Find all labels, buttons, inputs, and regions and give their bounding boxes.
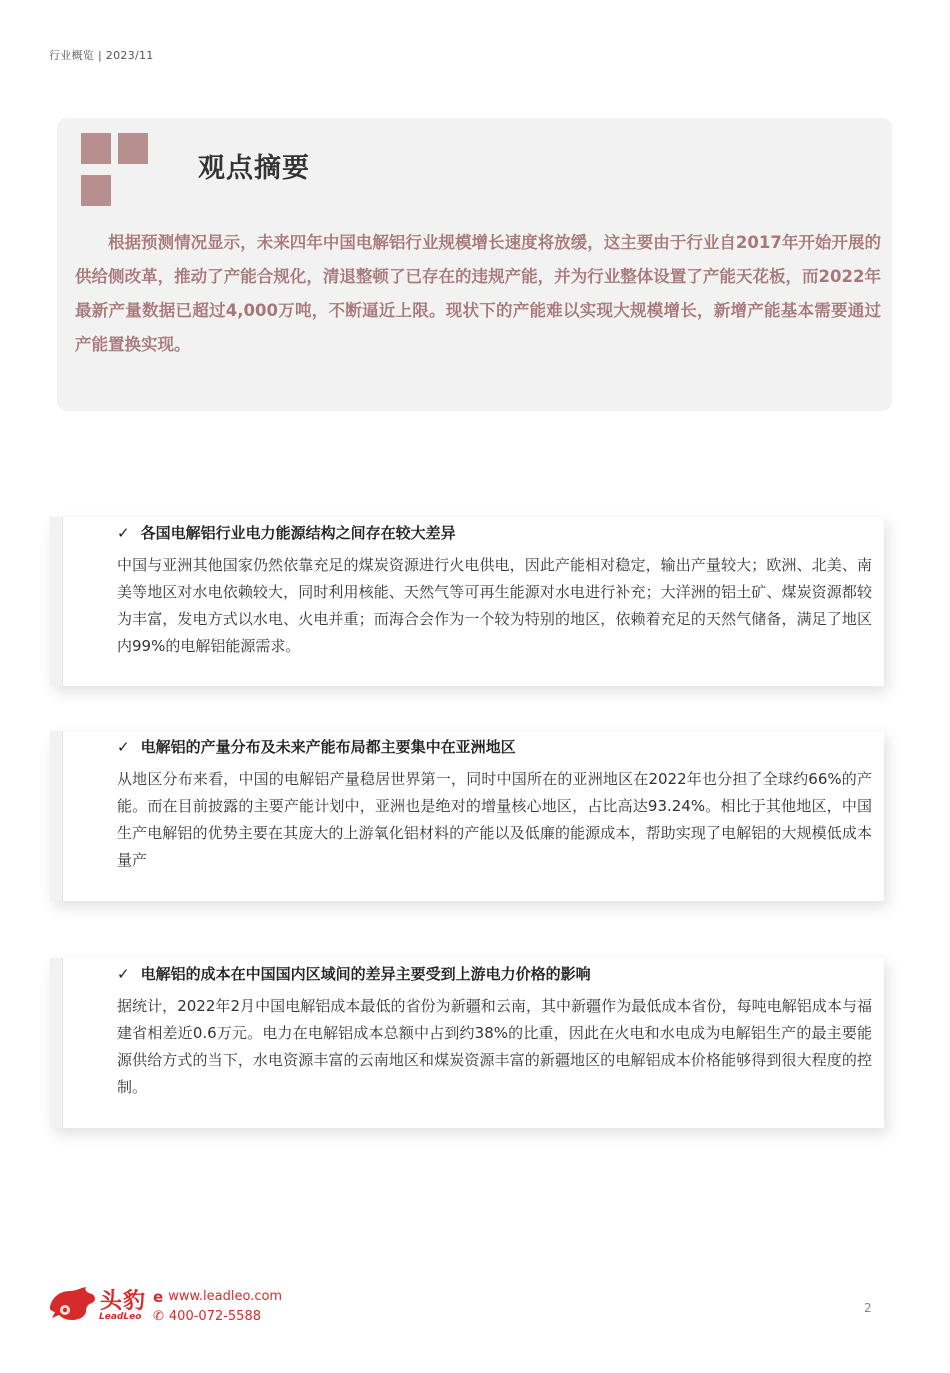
page-number: 2: [864, 1301, 872, 1315]
insight-card: [50, 958, 884, 1128]
card-body: 中国与亚洲其他国家仍然依靠充足的煤炭资源进行火电供电，因此产能相对稳定，输出产量较大；欧洲、北美、南美等地区对水电依赖较大，同时利用核能、天然气等可再生能源对水电进行补充；大洋洲的铝土矿、煤炭资源都较为丰富，发电方式以水电、火电并重；而海合会作为一个较为特别的地区，依赖着充足的天然气储备，满足了地区内99%的电解铝能源需求。: [117, 556, 872, 655]
card-heading-text: 电解铝的产量分布及未来产能布局都主要集中在亚洲地区: [140, 738, 516, 756]
card-side-bar: [50, 731, 62, 901]
header-label: 行业概览 | 2023/11: [49, 49, 154, 62]
card-heading-text: 电解铝的成本在中国国内区域间的差异主要受到上游电力价格的影响: [140, 965, 591, 983]
contact-info: [153, 1287, 282, 1327]
card-body: 据统计，2022年2月中国电解铝成本最低的省份为新疆和云南，其中新疆作为最低成本省份，每吨电解铝成本与福建省相差近0.6万元。电力在电解铝成本总额中占到约38%的比重，因此在火电和水电成为电解铝生产的最主要能源供给方式的当下，水电资源丰富的云南地区和煤炭资源丰富的新疆地区的电解铝成本价格能够得到很大程度的控制。: [117, 997, 872, 1096]
phone-icon: ✆: [153, 1309, 164, 1324]
leopard-logo-icon: [46, 1285, 98, 1323]
card-side-bar: [50, 958, 62, 1128]
logo-text: 头豹: [100, 1289, 147, 1314]
card-heading: [117, 963, 591, 984]
decor-square: [118, 133, 148, 164]
phone-number: 400-072-5588: [168, 1309, 261, 1324]
card-heading: [117, 522, 456, 543]
summary-title: 观点摘要: [198, 153, 310, 184]
logo-subtext: LeadLeo: [99, 1312, 142, 1322]
check-icon: ✓: [117, 738, 130, 756]
website-row: [153, 1287, 282, 1307]
card-heading-text: 各国电解铝行业电力能源结构之间存在较大差异: [140, 524, 456, 542]
card-heading: [117, 736, 516, 757]
decor-square: [81, 133, 111, 164]
summary-box: [57, 118, 892, 411]
insight-card: [50, 517, 884, 686]
insight-card: [50, 731, 884, 901]
globe-icon: e: [153, 1288, 164, 1306]
check-icon: ✓: [117, 524, 130, 542]
card-body: 从地区分布来看，中国的电解铝产量稳居世界第一，同时中国所在的亚洲地区在2022年也分担了全球约66%的产能。而在目前披露的主要产能计划中，亚洲也是绝对的增量核心地区，占比高达93.24%。相比于其他地区，中国生产电解铝的优势主要在其庞大的上游氧化铝材料的产能以及低廉的能源成本，帮助实现了电解铝的大规模低成本量产: [117, 770, 872, 869]
card-side-bar: [50, 517, 62, 686]
summary-body: 根据预测情况显示，未来四年中国电解铝行业规模增长速度将放缓，这主要由于行业自2017年开始开展的供给侧改革，推动了产能合规化，清退整顿了已存在的违规产能，并为行业整体设置了产能天花板，而2022年最新产量数据已超过4,000万吨，不断逼近上限。现状下的产能难以实现大规模增长，新增产能基本需要通过产能置换实现。: [75, 233, 881, 354]
decor-square: [81, 175, 111, 206]
phone-row: [153, 1307, 282, 1327]
website-link[interactable]: www.leadleo.com: [168, 1289, 283, 1304]
check-icon: ✓: [117, 965, 130, 983]
